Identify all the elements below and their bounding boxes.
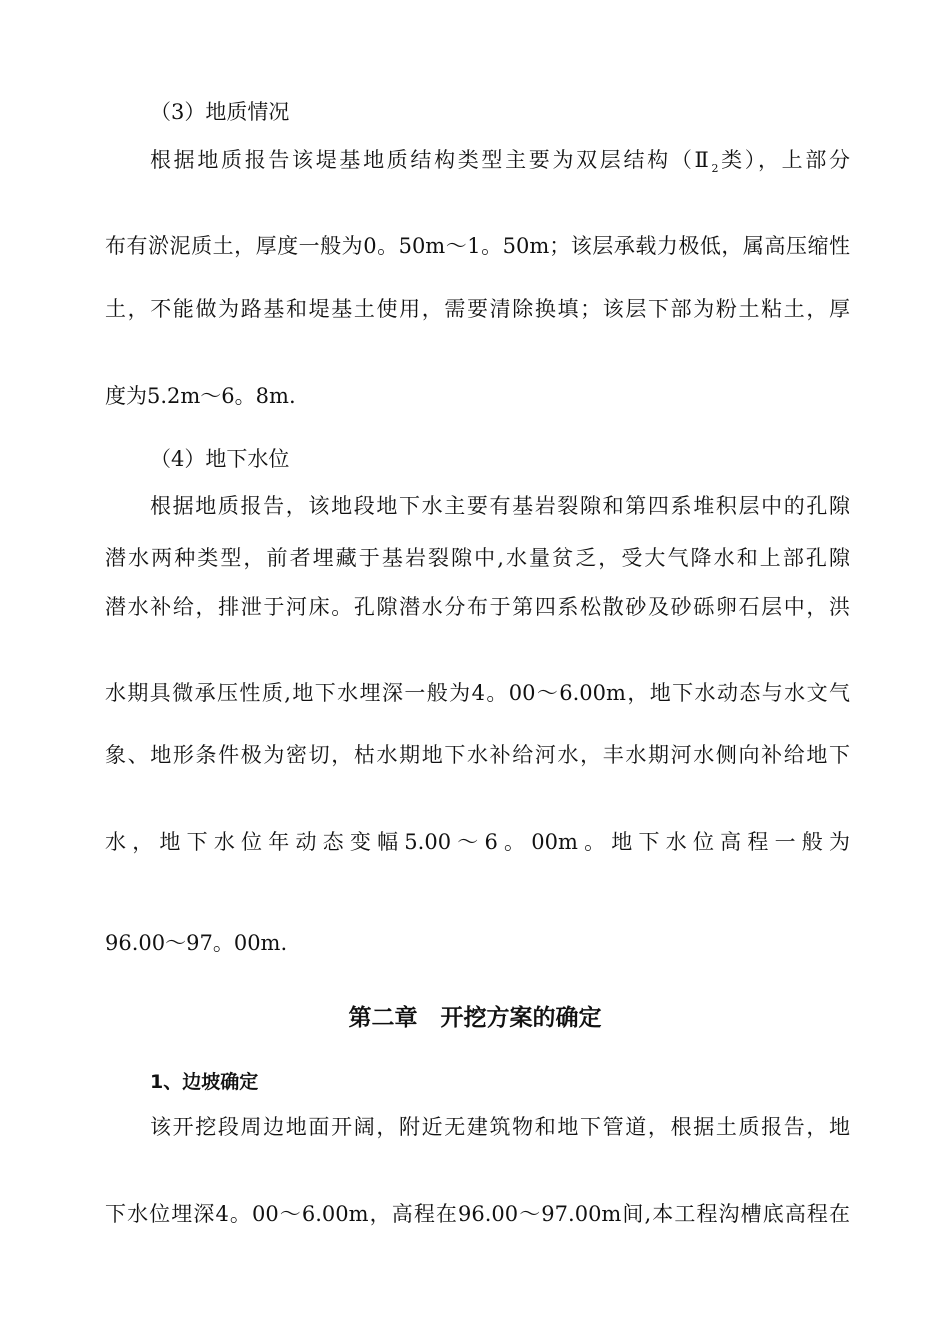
text-run: 根据地质报告该堤基地质结构类型主要为双层结构（Ⅱ bbox=[150, 148, 712, 172]
section-4-heading: （4）地下水位 bbox=[150, 447, 290, 471]
paragraph-line: 水，地下水位年动态变幅5.00～6。00m。地下水位高程一般为 bbox=[105, 830, 850, 854]
paragraph-line: 潜水补给，排泄于河床。孔隙潜水分布于第四系松散砂及砂砾卵石层中，洪 bbox=[105, 595, 850, 619]
paragraph-line bbox=[150, 145, 850, 184]
section-3-heading: （3）地质情况 bbox=[150, 100, 290, 124]
subsection-heading: 1、边坡确定 bbox=[150, 1071, 259, 1093]
paragraph-line: 潜水两种类型，前者埋藏于基岩裂隙中,水量贫乏，受大气降水和上部孔隙 bbox=[105, 546, 850, 570]
text-run: 类），上部分 bbox=[718, 148, 850, 172]
paragraph-line: 该开挖段周边地面开阔，附近无建筑物和地下管道，根据土质报告，地 bbox=[150, 1115, 850, 1139]
paragraph-line: 下水位埋深4。00～6.00m，高程在96.00～97.00m间,本工程沟槽底高程在 bbox=[105, 1202, 850, 1226]
paragraph-line: 度为5.2m～6。8m. bbox=[105, 384, 296, 408]
paragraph-line: 根据地质报告，该地段地下水主要有基岩裂隙和第四系堆积层中的孔隙 bbox=[150, 494, 850, 518]
paragraph-line: 象、地形条件极为密切，枯水期地下水补给河水，丰水期河水侧向补给地下 bbox=[105, 743, 850, 767]
paragraph-line: 布有淤泥质土，厚度一般为0。50m～1。50m；该层承载力极低，属高压缩性 bbox=[105, 234, 850, 258]
paragraph-line: 土，不能做为路基和堤基土使用，需要清除换填；该层下部为粉土粘土，厚 bbox=[105, 297, 850, 321]
paragraph-line: 96.00～97。00m. bbox=[105, 931, 288, 955]
paragraph-line: 水期具微承压性质,地下水埋深一般为4。00～6.00m，地下水动态与水文气 bbox=[105, 681, 850, 705]
subscript: 2 bbox=[711, 162, 719, 176]
chapter-title: 第二章 开挖方案的确定 bbox=[348, 1005, 602, 1031]
